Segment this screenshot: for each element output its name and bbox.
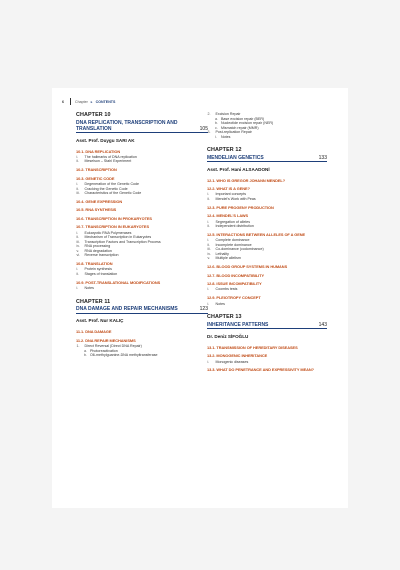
toc-subsubitem: b. O6-methylguanine-DNA methyltransferase: [84, 353, 158, 358]
chapter-page: 105: [199, 125, 208, 132]
toc-section[interactable]: 10.4. GENE EXPRESSION: [76, 199, 123, 205]
toc-subitem: i. Protein synthesis: [76, 267, 112, 272]
toc-subitem: i. Notes: [76, 286, 94, 291]
chapter-label: CHAPTER 10: [76, 112, 111, 118]
chapter-title[interactable]: MENDELIAN GENETICS: [207, 154, 264, 161]
chapter-11-continued: [207, 112, 327, 139]
toc-section[interactable]: 10.6. TRANSCRIPTION IN PROKARYOTES: [76, 215, 152, 221]
toc-section[interactable]: 10.5. RNA SYNTHESIS: [76, 207, 117, 213]
toc-subitem: 2. Excision Repair: [207, 112, 241, 116]
toc-section[interactable]: 10.7. TRANSCRIPTION IN EUKARYOTES: [76, 224, 150, 230]
chapter-title[interactable]: DNA REPLICATION, TRANSCRIPTION AND TRANSLATION: [76, 119, 178, 132]
toc-section[interactable]: 12.4. MENDEL'S LAWS: [207, 213, 249, 219]
toc-section[interactable]: 10.2. TRANSCRIPTION: [76, 167, 117, 173]
chapter-author: Asst. Prof. Hani ALSAADONİ: [207, 166, 270, 172]
toc-section[interactable]: 13.2. MONOGENIC INHERITANCE: [207, 353, 268, 359]
chapter-title-row: [76, 306, 208, 314]
breadcrumb-contents: CONTENTS: [95, 99, 116, 104]
toc-page: [52, 88, 348, 508]
chapter-13: [207, 314, 327, 372]
toc-section[interactable]: 12.3. PURE PROGENY PRODUCTION: [207, 204, 274, 210]
breadcrumb-chapter: Chapter: [75, 99, 88, 104]
toc-subsubitem: b. Nucleotide excision repair (NER): [215, 121, 274, 125]
chapter-author: Asst. Prof. Nur KALIÇ: [76, 318, 124, 324]
toc-section[interactable]: 13.3. WHAT DO PENETRANCE AND EXPRESSIVITY MEAN?: [207, 367, 314, 373]
toc-subitem: i. Eukaryotic RNA Polymerases: [76, 230, 132, 235]
toc-subsubitem: c. Mismatch repair (MMR): [215, 125, 259, 130]
toc-subitem: v. Multiple allelism: [207, 256, 241, 261]
toc-subitem: iv. RNA processing: [76, 244, 111, 249]
toc-subitem: ii. Mendel's Work with Peas: [207, 196, 256, 201]
toc-subitem: i. Degeneration of the Genetic Code: [76, 182, 140, 187]
toc-section[interactable]: 12.2. WHAT IS A GENE?: [207, 185, 250, 191]
toc-subsubitem: a. Base excision repair (BER): [215, 116, 265, 121]
toc-subitem: 1. Direct Reversal (Direct DNA Repair): [76, 344, 142, 349]
chapter-title-row: [207, 155, 327, 163]
toc-subitem: iv. Lethality: [207, 251, 229, 256]
chapter-title-row: [207, 322, 327, 330]
toc-section[interactable]: 12.9. PLEIOTROPY CONCEPT: [207, 295, 261, 301]
toc-subitem: iii. Co-dominance (codominance): [207, 247, 264, 252]
toc-subitem: 3. Post-replication Repair: [207, 130, 252, 134]
toc-subitem: ii. Mechanism of Transcription in Eukaryotes: [76, 235, 152, 240]
chapter-10-sections: [76, 149, 208, 291]
toc-subsubitem: i. Notes: [215, 134, 231, 139]
toc-subitem: v. RNA degradation: [76, 248, 112, 253]
chapter-title[interactable]: INHERITANCE PATTERNS: [207, 321, 269, 328]
chapter-label: CHAPTER 11: [76, 298, 111, 305]
toc-subitem: ii. Incomplete dominance: [207, 242, 252, 247]
toc-subitem: iii. Characteristics of the Genetic Code: [76, 191, 142, 196]
toc-section[interactable]: 12.5. INTERACTIONS BETWEEN ALLELES OF A GENE: [207, 231, 306, 237]
chapter-author: Asst. Prof. Duygu SARI AK: [76, 137, 135, 143]
toc-subitem: i. Important concepts: [207, 192, 247, 197]
toc-section[interactable]: 12.7. BLOOD INCOMPATIBILITY: [207, 272, 265, 278]
toc-subitem: i. Notes: [207, 301, 225, 306]
toc-subitem: i. Monogenic diseases: [207, 359, 249, 364]
toc-subitem: i. Segregation of alleles: [207, 219, 251, 224]
chapter-13-sections: [207, 345, 327, 373]
breadcrumb-separator-icon: ▸: [90, 99, 93, 104]
chapter-page: 123: [199, 306, 208, 313]
toc-subitem: ii. Meselson – Stahl Experiment: [76, 159, 132, 164]
toc-subitem: i. The hallmarks of DNA replication: [76, 154, 137, 159]
chapter-10: [76, 112, 208, 291]
toc-subitem: iii. Transcription Factors and Transcription Process: [76, 239, 161, 244]
left-column: [76, 112, 208, 363]
toc-section[interactable]: 10.8. TRANSLATION: [76, 261, 113, 266]
chapter-12-sections: [207, 178, 327, 307]
toc-section[interactable]: 10.3. GENETIC CODE: [76, 175, 115, 181]
page-number: 6: [62, 99, 64, 104]
running-header: [62, 98, 115, 105]
chapter-page: 133: [318, 154, 327, 161]
toc-section[interactable]: 11.2. DNA REPAIR MECHANISMS: [76, 337, 136, 343]
chapter-page: 143: [318, 321, 327, 328]
chapter-author: Dr. Deniz SİFOĞLU: [207, 333, 249, 339]
toc-section[interactable]: 13.1. TRANSMISSION OF HEREDITARY DISEASES: [207, 344, 298, 350]
right-column: [207, 112, 327, 377]
toc-subitem: ii. Independent distribution: [207, 224, 254, 229]
toc-subitem: vi. Reverse transcription: [76, 253, 119, 258]
chapter-title-row: [76, 120, 208, 134]
toc-subsubitem: a. Photoreactivation: [84, 348, 118, 353]
toc-subitem: ii. Cracking the Genetic Code: [76, 186, 128, 191]
toc-section[interactable]: 10.9. POST-TRANSLATIONAL MODIFICATIONS: [76, 279, 161, 285]
toc-subitem: i. Coombs tests: [207, 287, 238, 292]
toc-subitem: ii. Stages of translation: [76, 271, 118, 276]
chapter-11: [76, 299, 208, 358]
toc-section[interactable]: 11.1. DNA DAMAGE: [76, 329, 112, 335]
chapter-label: CHAPTER 12: [207, 147, 242, 153]
chapter-label: CHAPTER 13: [207, 314, 242, 321]
chapter-12: [207, 147, 327, 306]
toc-subitem: i. Complete dominance: [207, 238, 250, 243]
chapter-title[interactable]: DNA DAMAGE AND REPAIR MECHANISMS: [76, 306, 178, 313]
toc-section[interactable]: 12.1. WHO IS GREGOR JOHANN MENDEL?: [207, 177, 286, 183]
toc-section[interactable]: 12.6. BLOOD GROUP SYSTEMS IN HUMANS: [207, 264, 288, 270]
toc-section[interactable]: 10.1. DNA REPLICATION: [76, 148, 121, 154]
header-divider: [70, 98, 71, 105]
toc-section[interactable]: 12.8. ISSUE INCOMPATIBILITY: [207, 281, 262, 286]
